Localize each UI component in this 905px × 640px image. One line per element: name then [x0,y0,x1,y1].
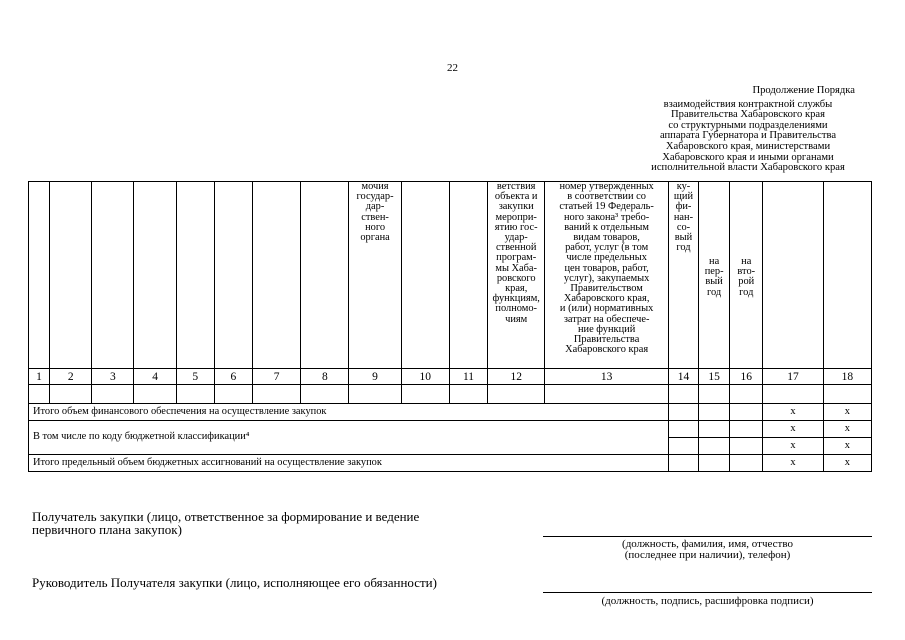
column-number: 4 [134,369,176,385]
total-financing-row [29,404,872,421]
column-number: 11 [449,369,487,385]
recipient-label: Получатель закупки (лицо, ответственное за формирование и ведение первичного плана закупок) [32,509,420,537]
column-number: 17 [763,369,823,385]
column-number: 16 [730,369,763,385]
column-number: 18 [823,369,871,385]
heading-line: исполнительной власти Хабаровского края [651,162,845,174]
header-cell [730,182,763,369]
header-cell [176,182,214,369]
procurement-plan-table [28,181,872,472]
total-limit-row [29,455,872,472]
header-cell [699,182,730,369]
header-cell [301,182,349,369]
header-cell [92,182,134,369]
column-number: 6 [214,369,252,385]
column-number: 5 [176,369,214,385]
column-number: 1 [29,369,50,385]
column-number-row [29,369,872,385]
head-label: Руководитель Получателя закупки (лицо, исполняющее его обязанности) [32,575,437,590]
header-cell [253,182,301,369]
header-cell [823,182,871,369]
header-cell [134,182,176,369]
header-col16-text: на вто- рой год [737,256,756,298]
header-cell [29,182,50,369]
heading-line: Правительства Хабаровского края [671,109,825,121]
header-cell [50,182,92,369]
header-cell [214,182,252,369]
header-cell [668,182,698,369]
column-number: 8 [301,369,349,385]
document-heading [623,86,873,174]
heading-line: Хабаровского края, министерствами [665,140,831,152]
header-cell [763,182,823,369]
header-cell [349,182,401,369]
heading-line: аппарата Губернатора и Правительства [659,130,837,142]
total-financing-label: Итого объем финансового обеспечения на осуществление закупок [29,404,669,421]
head-signature-line [543,592,872,593]
header-col14-text: ку- щий фи- нан- со- вый год [673,181,694,254]
x-mark: x [763,438,823,455]
column-number: 14 [668,369,698,385]
heading-continuation: Продолжение Порядка [752,85,855,96]
header-cell [449,182,487,369]
header-col9-text: мочия государ- дар- ствен- ного органа [356,181,394,244]
column-number: 13 [545,369,669,385]
header-cell [488,182,545,369]
x-mark: x [763,404,823,421]
recipient-hint: (должность, фамилия, имя, отчество (последнее при наличии), телефон) [622,538,793,561]
table-row [29,385,872,404]
budget-code-row [29,421,872,438]
x-mark: x [823,421,871,438]
head-hint: (должность, подпись, расшифровка подписи) [601,595,814,607]
header-cell [545,182,669,369]
column-number: 10 [401,369,449,385]
column-number: 2 [50,369,92,385]
x-mark: x [823,438,871,455]
column-number: 12 [488,369,545,385]
column-number: 9 [349,369,401,385]
header-col12-text: ветствия объекта и закупки меропри- ятию гос- удар- ственной програм- мы Хаба- ровского края, функциям, полномо- чиям [492,181,540,325]
table-header-row [29,182,872,369]
column-number: 15 [699,369,730,385]
heading-line: взаимодействия контрактной службы [663,98,833,110]
x-mark: x [823,404,871,421]
x-mark: x [763,421,823,438]
page-number: 22 [447,62,458,74]
total-limit-label: Итого предельный объем бюджетных ассигнований на осуществление закупок [29,455,669,472]
heading-line: Хабаровского края и иными органами [662,151,834,163]
x-mark: x [763,455,823,472]
x-mark: x [823,455,871,472]
header-cell [401,182,449,369]
column-number: 7 [253,369,301,385]
heading-line: со структурными подразделениями [668,119,828,131]
budget-code-label: В том числе по коду бюджетной классификации⁴ [29,421,669,455]
header-col13-text: номер утвержденных в соответствии со статьей 19 Федераль- ного закона³ требо- ваний к отдельным видам товаров, работ, услуг (в том числе предельных цен товаров, работ, услуг), закупаемых Правительством Хабаровского края, и (или) нормативных затрат на обеспече- ние функций Правительства Хабаровского края [559,181,654,356]
header-col15-text: на пер- вый год [704,256,724,298]
recipient-signature-line [543,536,872,537]
column-number: 3 [92,369,134,385]
